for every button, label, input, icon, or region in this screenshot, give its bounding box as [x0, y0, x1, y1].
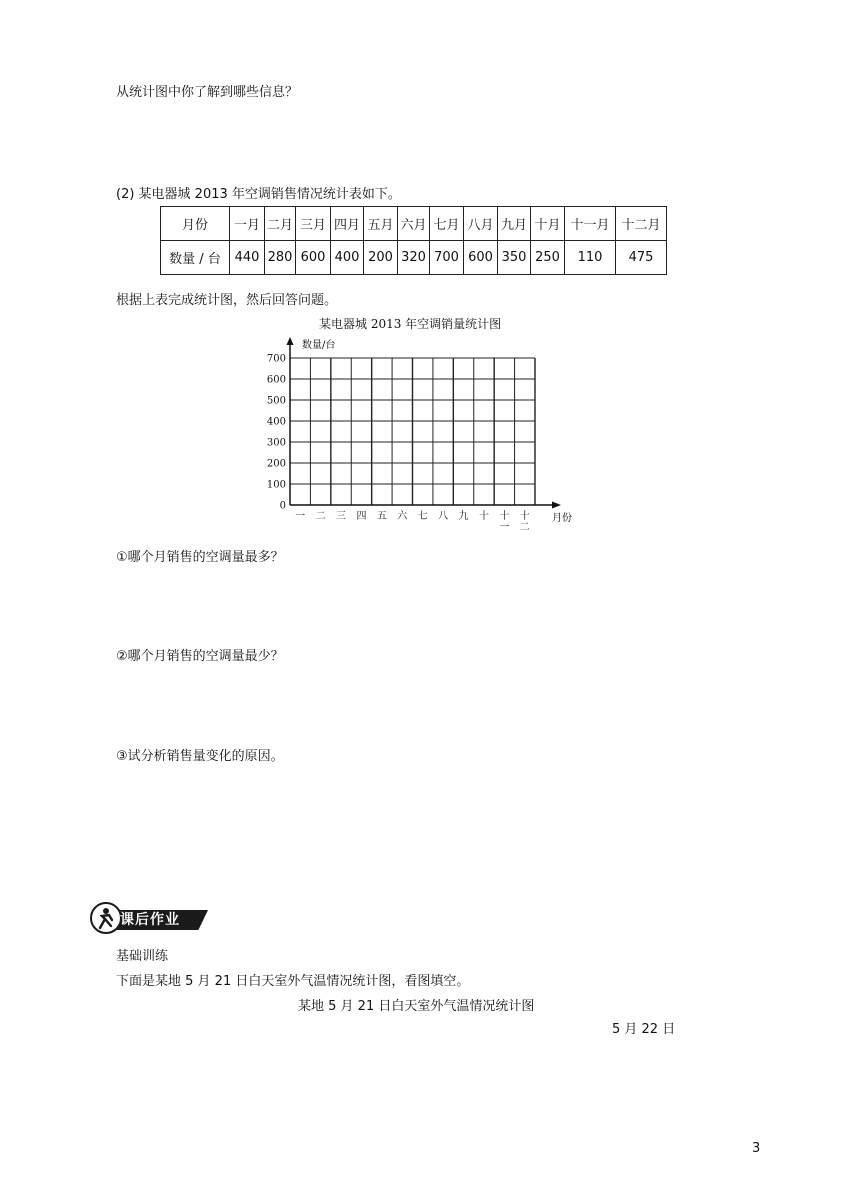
table-cell: 十一月: [565, 207, 616, 241]
x-tick-label: 十一: [499, 511, 510, 533]
y-tick-label: 400: [266, 416, 286, 428]
x-tick-label: 九: [458, 511, 469, 522]
table-cell: 三月: [296, 207, 331, 241]
y-axis-arrow-icon: [287, 337, 294, 345]
x-tick-label: 八: [438, 511, 449, 522]
table-cell: 二月: [265, 207, 296, 241]
table-cell: 250: [531, 241, 565, 275]
table-cell: 200: [364, 241, 398, 275]
table-cell: 十二月: [616, 207, 667, 241]
y-tick-label: 0: [279, 500, 286, 512]
x-tick-label: 一: [295, 511, 306, 522]
chart-axes: [287, 337, 562, 509]
y-tick-label: 700: [266, 353, 286, 365]
table-cell: 十月: [531, 207, 565, 241]
sales-chart: [250, 333, 590, 533]
chart-grid: [290, 358, 535, 505]
table-cell: 七月: [430, 207, 464, 241]
runner-logo-icon: [90, 902, 122, 934]
y-tick-label: 100: [266, 479, 286, 491]
x-tick-label: 七: [417, 511, 428, 522]
table-cell: 六月: [398, 207, 430, 241]
table-cell: 五月: [364, 207, 398, 241]
y-axis-label: 数量/台: [302, 340, 336, 351]
x-tick-labels: [295, 509, 530, 533]
table-cell: 四月: [331, 207, 364, 241]
table-cell: 400: [331, 241, 364, 275]
table-cell: 350: [498, 241, 531, 275]
question-3: ③试分析销售量变化的原因。: [116, 749, 284, 764]
table-cell: 600: [296, 241, 331, 275]
sales-table: [160, 206, 667, 275]
intro-question: 从统计图中你了解到哪些信息？: [116, 85, 299, 100]
x-tick-label: 十二: [519, 511, 530, 533]
y-tick-label: 600: [266, 374, 286, 386]
table-cell: 110: [565, 241, 616, 275]
homework-prompt: 下面是某地 5 月 21 日白天室外气温情况统计图，看图填空。: [116, 974, 470, 989]
table-row-label: 数量 / 台: [161, 241, 230, 275]
x-tick-label: 六: [397, 511, 408, 522]
homework-section: 基础训练: [116, 949, 169, 964]
chart-title: 某电器城 2013 年空调销量统计图: [319, 317, 502, 331]
table-header-label: 月份: [161, 207, 230, 241]
x-axis-arrow-icon: [552, 502, 561, 509]
x-tick-label: 三: [336, 511, 347, 522]
homework-date: 5 月 22 日: [612, 1022, 676, 1037]
table-cell: 八月: [464, 207, 498, 241]
y-tick-label: 500: [266, 395, 286, 407]
y-tick-label: 200: [266, 458, 286, 470]
table-cell: 一月: [230, 207, 265, 241]
table-header-row: [161, 207, 667, 241]
badge-label: 课后作业: [120, 912, 180, 928]
table-cell: 475: [616, 241, 667, 275]
part2-instruction: 根据上表完成统计图，然后回答问题。: [116, 293, 338, 308]
homework-badge: [90, 902, 210, 934]
x-tick-label: 二: [315, 511, 326, 522]
homework-chart-title: 某地 5 月 21 日白天室外气温情况统计图: [298, 999, 535, 1014]
table-cell: 700: [430, 241, 464, 275]
table-cell: 600: [464, 241, 498, 275]
table-cell: 440: [230, 241, 265, 275]
x-tick-label: 十: [478, 511, 489, 522]
y-tick-label: 300: [266, 437, 286, 449]
table-cell: 280: [265, 241, 296, 275]
page-number: 3: [752, 1141, 761, 1156]
table-cell: 320: [398, 241, 430, 275]
y-tick-labels: [267, 354, 286, 512]
x-axis-label: 月份: [552, 513, 572, 524]
part2-heading: (2) 某电器城 2013 年空调销售情况统计表如下。: [116, 187, 401, 202]
table-cell: 九月: [498, 207, 531, 241]
x-tick-label: 四: [356, 511, 367, 522]
x-tick-label: 五: [376, 511, 387, 522]
table-value-row: [161, 241, 667, 275]
question-2: ②哪个月销售的空调量最少？: [116, 649, 284, 664]
question-1: ①哪个月销售的空调量最多？: [116, 550, 284, 565]
